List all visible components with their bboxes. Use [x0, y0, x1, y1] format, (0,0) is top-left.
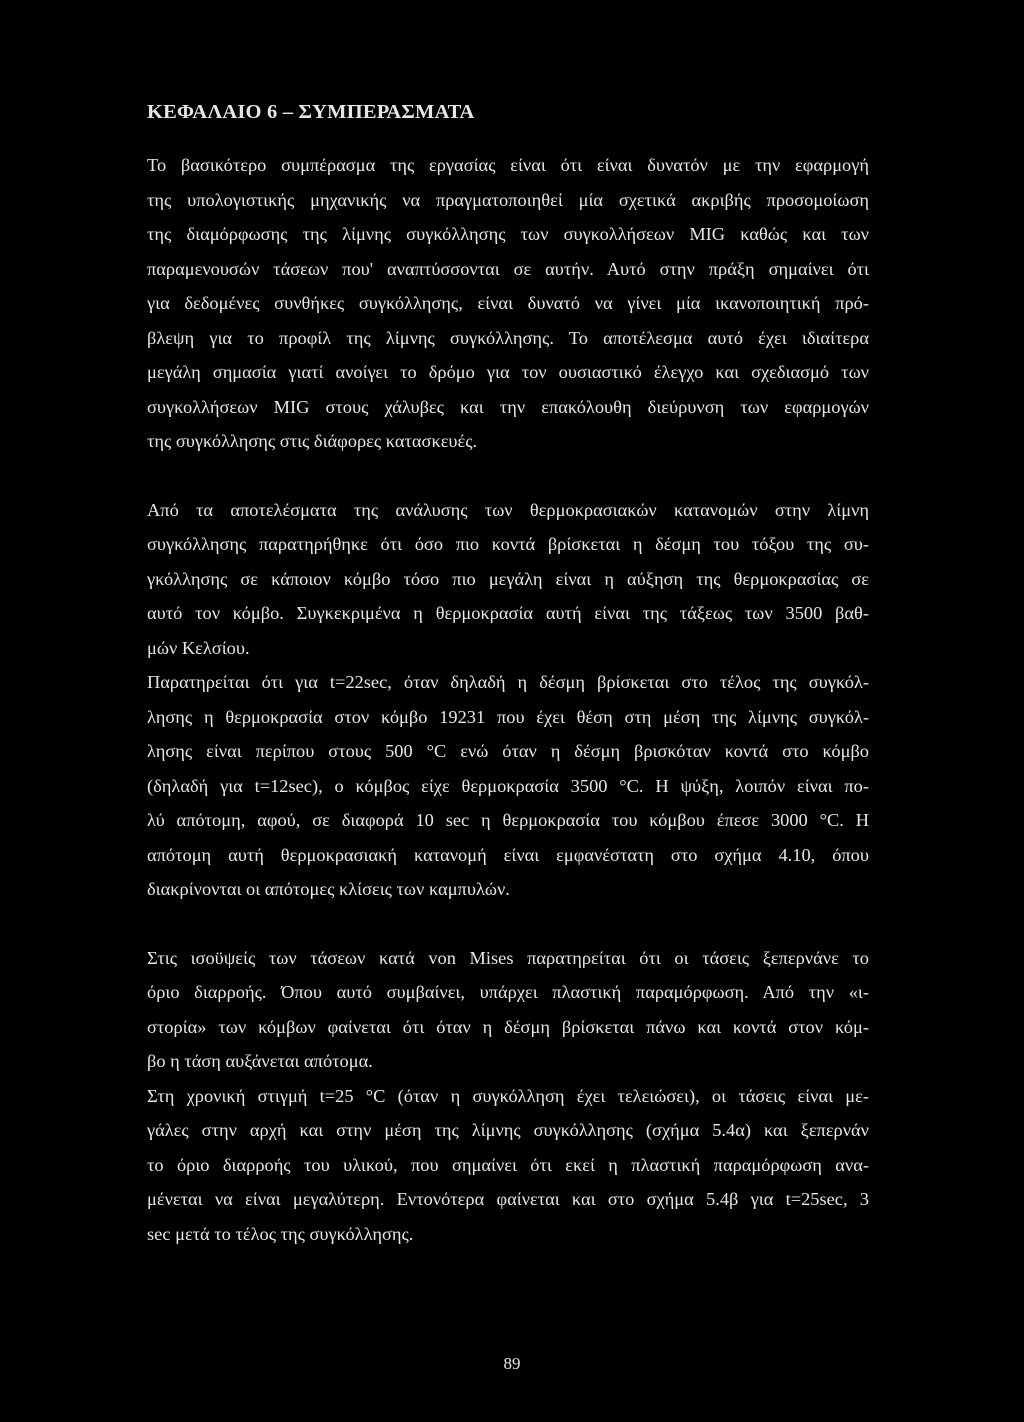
- paragraph-4: [147, 941, 869, 1079]
- page-number: 89: [503, 1354, 521, 1373]
- text-line: όριο διαρροής. Όπου αυτό συμβαίνει, υπάρχει πλαστική παραμόρφωση. Από την «ι-: [147, 982, 869, 1002]
- text-line: Από τα αποτελέσματα της ανάλυσης των θερμοκρασιακών κατανομών στην λίμνη: [147, 499, 869, 520]
- paragraph-2: [147, 493, 869, 666]
- text-line: μών Κελσίου.: [147, 637, 250, 658]
- text-line: αυτό τον κόμβο. Συγκεκριμένα η θερμοκρασία αυτή είναι της τάξεως των 3500 βαθ-: [147, 603, 869, 623]
- paragraph-5: [147, 1079, 869, 1252]
- text-line: παραμενουσών τάσεων που' αναπτύσσονται σε αυτήν. Αυτό στην πράξη σημαίνει ότι: [147, 258, 869, 279]
- paragraph-1: [147, 148, 869, 459]
- text-line: μένεται να είναι μεγαλύτερη. Εντονότερα φαίνεται και στο σχήμα 5.4β για t=25sec, 3: [147, 1189, 869, 1209]
- text-line: διακρίνονται οι απότομες κλίσεις των καμπυλών.: [147, 879, 510, 899]
- text-line: Το βασικότερο συμπέρασμα της εργασίας είναι ότι είναι δυνατόν με την εφαρμογή: [147, 155, 869, 175]
- body-text: [147, 148, 869, 1251]
- text-line: λησης η θερμοκρασία στον κόμβο 19231 που έχει θέση στη μέση της λίμνης συγκόλ-: [147, 706, 869, 727]
- text-line: sec μετά το τέλος της συγκόλλησης.: [147, 1223, 414, 1244]
- text-line: γκόλλησης σε κάποιον κόμβο τόσο πιο μεγάλη είναι η αύξηση της θερμοκρασίας σε: [147, 568, 869, 589]
- text-line: απότομη αυτή θερμοκρασιακή κατανομή είναι εμφανέστατη στο σχήμα 4.10, όπου: [147, 844, 869, 865]
- text-line: Παρατηρείται ότι για t=22sec, όταν δηλαδή η δέσμη βρίσκεται στο τέλος της συγκόλ-: [147, 672, 869, 692]
- text-line: Στη χρονική στιγμή t=25 °C (όταν η συγκόλληση έχει τελειώσει), οι τάσεις είναι με-: [147, 1085, 869, 1106]
- text-line: της υπολογιστικής μηχανικής να πραγματοποιηθεί μία σχετικά ακριβής προσομοίωση: [147, 189, 869, 210]
- text-line: (δηλαδή για t=12sec), ο κόμβος είχε θερμοκρασία 3500 °C. Η ψύξη, λοιπόν είναι πο-: [147, 775, 869, 796]
- document-page: [147, 96, 869, 1251]
- text-line: λύ απότομη, αφού, σε διαφορά 10 sec η θερμοκρασία του κόμβου έπεσε 3000 °C. Η: [147, 810, 869, 830]
- text-line: μεγάλη σημασία γιατί ανοίγει το δρόμο για τον ουσιαστικό έλεγχο και σχεδιασμό των: [147, 362, 869, 382]
- text-line: της διαμόρφωσης της λίμνης συγκόλλησης των συγκολλήσεων MIG καθώς και των: [147, 224, 869, 244]
- text-line: λησης είναι περίπου στους 500 °C ενώ όταν η δέσμη βρισκόταν κοντά στο κόμβο: [147, 741, 869, 761]
- text-line: βο η τάση αυξάνεται απότομα.: [147, 1051, 373, 1071]
- paragraph-3: [147, 665, 869, 907]
- chapter-heading: ΚΕΦΑΛΑΙΟ 6 – ΣΥΜΠΕΡΑΣΜΑΤΑ: [147, 101, 475, 123]
- text-line: Στις ισοϋψείς των τάσεων κατά von Mises παρατηρείται ότι οι τάσεις ξεπερνάνε το: [147, 947, 869, 968]
- text-line: συγκόλλησης παρατηρήθηκε ότι όσο πιο κοντά βρίσκεται η δέσμη του τόξου της συ-: [147, 534, 869, 554]
- text-line: το όριο διαρροής του υλικού, που σημαίνει ότι εκεί η πλαστική παραμόρφωση ανα-: [147, 1154, 869, 1175]
- text-line: γάλες στην αρχή και στην μέση της λίμνης συγκόλλησης (σχήμα 5.4α) και ξεπερνάν: [147, 1120, 869, 1140]
- text-line: για δεδομένες συνθήκες συγκόλλησης, είναι δυνατό να γίνει μία ικανοποιητική πρό-: [147, 293, 869, 313]
- text-line: συγκολλήσεων MIG στους χάλυβες και την επακόλουθη διεύρυνση των εφαρμογών: [147, 396, 869, 417]
- text-line: της συγκόλλησης στις διάφορες κατασκευές.: [147, 431, 478, 451]
- text-line: στορία» των κόμβων φαίνεται ότι όταν η δέσμη βρίσκεται πάνω και κοντά στον κόμ-: [147, 1016, 869, 1037]
- text-line: βλεψη για το προφίλ της λίμνης συγκόλλησης. Το αποτέλεσμα αυτό έχει ιδιαίτερα: [147, 327, 869, 348]
- paragraph-spacer: [147, 459, 869, 493]
- paragraph-spacer: [147, 907, 869, 941]
